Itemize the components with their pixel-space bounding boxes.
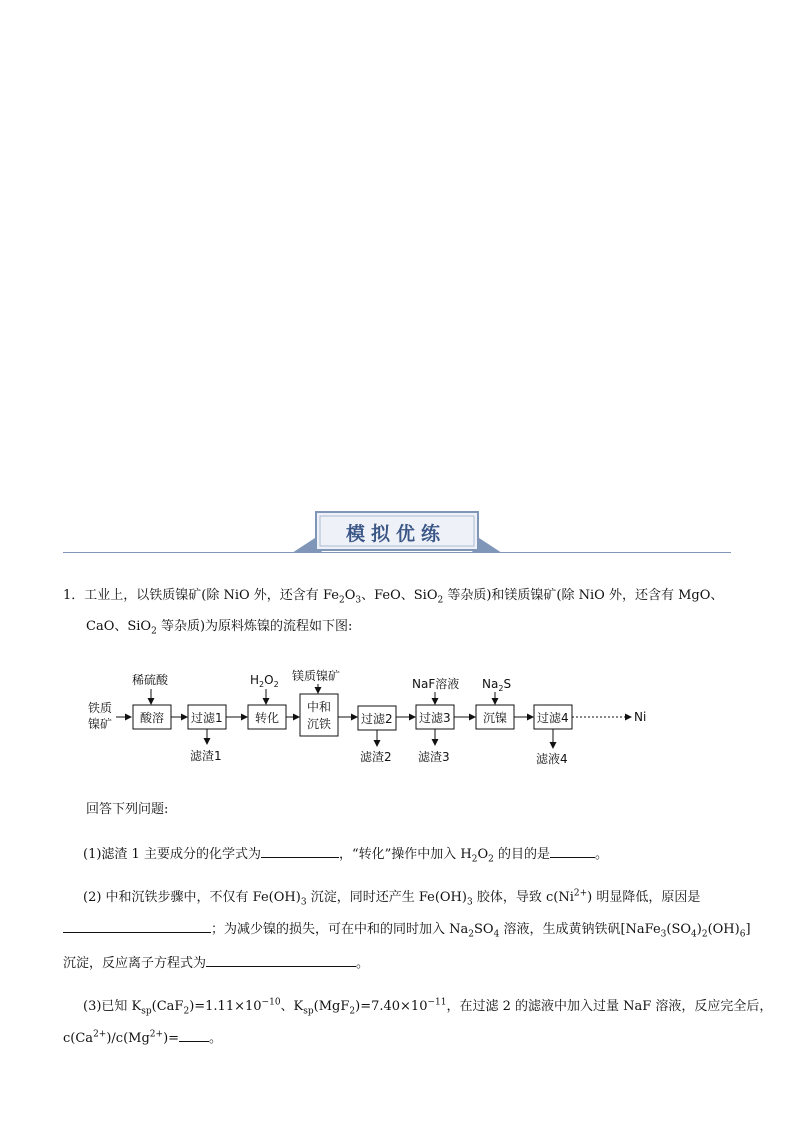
question-number: 1． [63,588,85,603]
subquestion-2-line3: 沉淀，反应离子方程式为 。 [63,956,370,971]
feed-label-line1: 铁质 [88,701,113,715]
question-intro-line1: 1．工业上，以铁质镍矿(除 NiO 外，还含有 $Fe_2O_3$、FeO、SiO$_2$ 等杂质)和镁质镍矿(除 NiO 外，还含有 MgO、 [63,588,724,606]
section-title: 模拟优练 [345,523,446,545]
subquestion-3-line2: $c(Ca^{2+})/c(Mg^{2+})=$ 。 [63,1029,223,1046]
subquestion-3-line1: (3)已知 $K_{sp}(CaF_2)=1.11\times 10^{-10}$、$K_{sp}(MgF_2)=7.40\times 10^{-11}$，在过滤 2 的滤液中加入过量 NaF 溶液，反应完全后， [83,997,773,1017]
reagent-h2o2: $H_2O_2$ [250,673,279,689]
subquestion-1: (1)滤渣 1 主要成分的化学式为 ，“转化”操作中加入 $H_2O_2$ 的目的是 。 [83,847,609,865]
step-filter4: 过滤4 [537,711,569,725]
reagent-na2s: $Na_2S$ [482,677,512,693]
process-flow-diagram [86,668,676,772]
residue2: 滤渣2 [360,750,392,764]
product-ni: Ni [634,710,647,724]
answer-blank-2b[interactable] [206,954,356,967]
step-filter2: 过滤2 [361,712,393,726]
step-neutralize-line1: 中和 [307,700,332,714]
reagent-mg-ore: 镁质镍矿 [292,669,341,683]
answer-blank-3[interactable] [179,1029,209,1042]
answer-blank-1a[interactable] [261,845,339,858]
feed-label-line2: 镍矿 [88,717,113,731]
reagent-naf: NaF溶液 [412,677,460,691]
step-acid-dissolve: 酸溶 [140,711,165,725]
subquestion-2-line2: ；为减少镍的损失，可在中和的同时加入 $Na_2SO_4$ 溶液，生成黄钠铁矾$[NaFe_3(SO_4)_2(OH)_6]$ [63,920,751,939]
answer-prompt: 回答下列问题: [86,802,169,817]
step-filter3: 过滤3 [419,711,451,725]
answer-blank-1b[interactable] [550,845,595,858]
filtrate4: 滤液4 [536,752,568,766]
step-filter1: 过滤1 [191,711,223,725]
question-intro-line2: CaO、SiO$_2$ 等杂质)为原料炼镍的流程如下图: [86,619,353,637]
residue3: 滤渣3 [418,750,450,764]
step-convert: 转化 [255,711,280,725]
residue1: 滤渣1 [190,749,222,763]
answer-blank-2a[interactable] [63,920,211,933]
step-precipitate-ni: 沉镍 [483,711,508,725]
step-neutralize-line2: 沉铁 [307,717,332,731]
subquestion-2-line1: (2) 中和沉铁步骤中，不仅有 $Fe(OH)_3$ 沉淀，同时还产生 $Fe(OH)_3$ 胶体，导致 $c(Ni^{2+})$ 明显降低，原因是 [83,888,701,908]
reagent-sulfuric-acid: 稀硫酸 [132,673,169,687]
